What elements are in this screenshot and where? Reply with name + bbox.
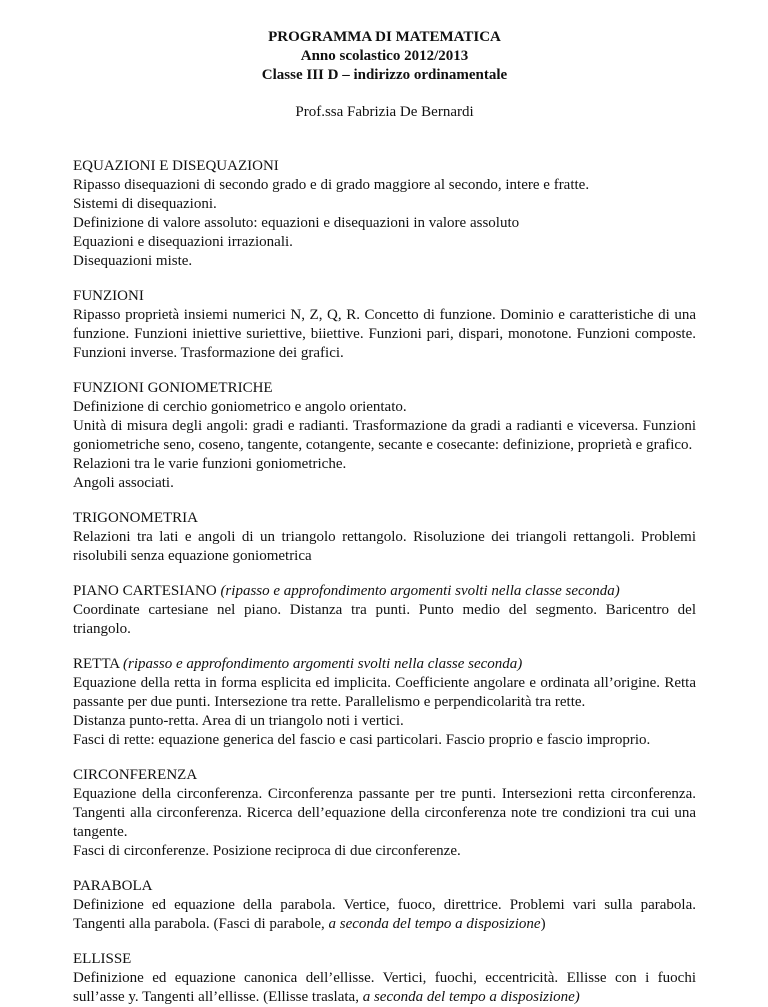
document-title: PROGRAMMA DI MATEMATICA xyxy=(268,29,501,45)
section-funzioni-goniometriche xyxy=(73,379,696,493)
section-piano-cartesiano xyxy=(73,582,696,639)
section-text-row xyxy=(73,896,696,934)
section-text-row xyxy=(73,969,696,1007)
section-equazioni xyxy=(73,157,696,271)
section-body xyxy=(73,306,696,363)
section-line: Disequazioni miste. xyxy=(73,253,193,269)
section-line: Fasci di circonferenze. Posizione reciproca di due circonferenze. xyxy=(73,843,461,859)
section-funzioni xyxy=(73,287,696,363)
section-text: Definizione ed equazione della parabola. Vertice, fuoco, direttrice. Problemi vari sulla parabola. Tangenti alla parabola. (Fasci di parabole, xyxy=(73,897,696,932)
section-title: PIANO CARTESIANO xyxy=(73,583,217,599)
section-body xyxy=(73,601,696,639)
section-retta xyxy=(73,655,696,750)
section-title: CIRCONFERENZA xyxy=(73,767,198,783)
class-info: Classe III D – indirizzo ordinamentale xyxy=(261,67,508,83)
section-line: Equazione della retta in forma esplicita ed implicita. Coefficiente angolare e ordinata all’origine. Retta passante per due punti. Intersezione tra rette. Parallelismo e perpendicolarità tra rette. xyxy=(73,675,696,710)
section-title: RETTA xyxy=(73,656,120,672)
section-body xyxy=(73,674,696,750)
section-line: Equazioni e disequazioni irrazionali. xyxy=(73,234,293,250)
section-title: PARABOLA xyxy=(73,878,153,894)
section-note: (ripasso e approfondimento argomenti svolti nella classe seconda) xyxy=(123,656,523,672)
section-body xyxy=(73,785,696,861)
section-trigonometria xyxy=(73,509,696,566)
section-line: Distanza punto-retta. Area di un triangolo noti i vertici. xyxy=(73,713,404,729)
section-body xyxy=(73,896,696,934)
section-title: FUNZIONI GONIOMETRICHE xyxy=(73,380,273,396)
section-line: Sistemi di disequazioni. xyxy=(73,196,217,212)
document-header xyxy=(73,28,696,85)
section-line: Fasci di rette: equazione generica del fascio e casi particolari. Fascio proprio e fascio improprio. xyxy=(73,732,651,748)
section-italic-note: a seconda del tempo a disposizione) xyxy=(362,989,580,1005)
section-note: (ripasso e approfondimento argomenti svolti nella classe seconda) xyxy=(220,583,620,599)
section-line: Relazioni tra le varie funzioni goniometriche. xyxy=(73,456,347,472)
section-line: Equazione della circonferenza. Circonferenza passante per tre punti. Intersezioni retta circonferenza. Tangenti alla circonferenza. Ricerca dell’equazione della circonferenza note tre condizioni tra cui una tangente. xyxy=(73,786,696,840)
section-title-row xyxy=(73,582,696,601)
section-text: Relazioni tra lati e angoli di un triangolo rettangolo. Risoluzione dei triangoli rettangoli. Problemi risolubili senza equazione goniometrica xyxy=(73,529,696,564)
section-parabola xyxy=(73,877,696,934)
section-ellisse xyxy=(73,950,696,1007)
teacher-name: Prof.ssa Fabrizia De Bernardi xyxy=(295,104,474,120)
section-italic-note: a seconda del tempo a disposizione xyxy=(328,916,541,932)
section-line: Definizione di cerchio goniometrico e angolo orientato. xyxy=(73,399,407,415)
section-text: Ripasso proprietà insiemi numerici N, Z, Q, R. Concetto di funzione. Dominio e caratteristiche di una funzione. Funzioni iniettive suriettive, biiettive. Funzioni pari, dispari, monotone. Funzioni composte. Funzioni inverse. Trasformazione dei grafici. xyxy=(73,307,696,361)
section-text: Coordinate cartesiane nel piano. Distanza tra punti. Punto medio del segmento. Baricentro del triangolo. xyxy=(73,602,696,637)
section-title: EQUAZIONI E DISEQUAZIONI xyxy=(73,158,279,174)
section-line: Angoli associati. xyxy=(73,475,174,491)
school-year: Anno scolastico 2012/2013 xyxy=(300,48,469,64)
section-body xyxy=(73,176,696,271)
section-line: Unità di misura degli angoli: gradi e radianti. Trasformazione da gradi a radianti e viceversa. Funzioni goniometriche seno, coseno, tangente, cotangente, secante e cosecante: definizione, proprietà e grafico. xyxy=(73,418,696,453)
section-body xyxy=(73,528,696,566)
section-circonferenza xyxy=(73,766,696,861)
section-body xyxy=(73,398,696,493)
section-title: ELLISSE xyxy=(73,951,132,967)
section-title: FUNZIONI xyxy=(73,288,144,304)
section-title: TRIGONOMETRIA xyxy=(73,510,198,526)
section-body xyxy=(73,969,696,1007)
section-text-tail: ) xyxy=(540,916,546,932)
section-line: Ripasso disequazioni di secondo grado e di grado maggiore al secondo, intere e fratte. xyxy=(73,177,590,193)
section-text: Definizione ed equazione canonica dell’ellisse. Vertici, fuochi, eccentricità. Ellisse con i fuochi sull’asse y. Tangenti all’ellisse. (Ellisse traslata, xyxy=(73,970,696,1005)
sections xyxy=(73,157,696,1007)
section-line: Definizione di valore assoluto: equazioni e disequazioni in valore assoluto xyxy=(73,215,520,231)
section-title-row xyxy=(73,655,696,674)
